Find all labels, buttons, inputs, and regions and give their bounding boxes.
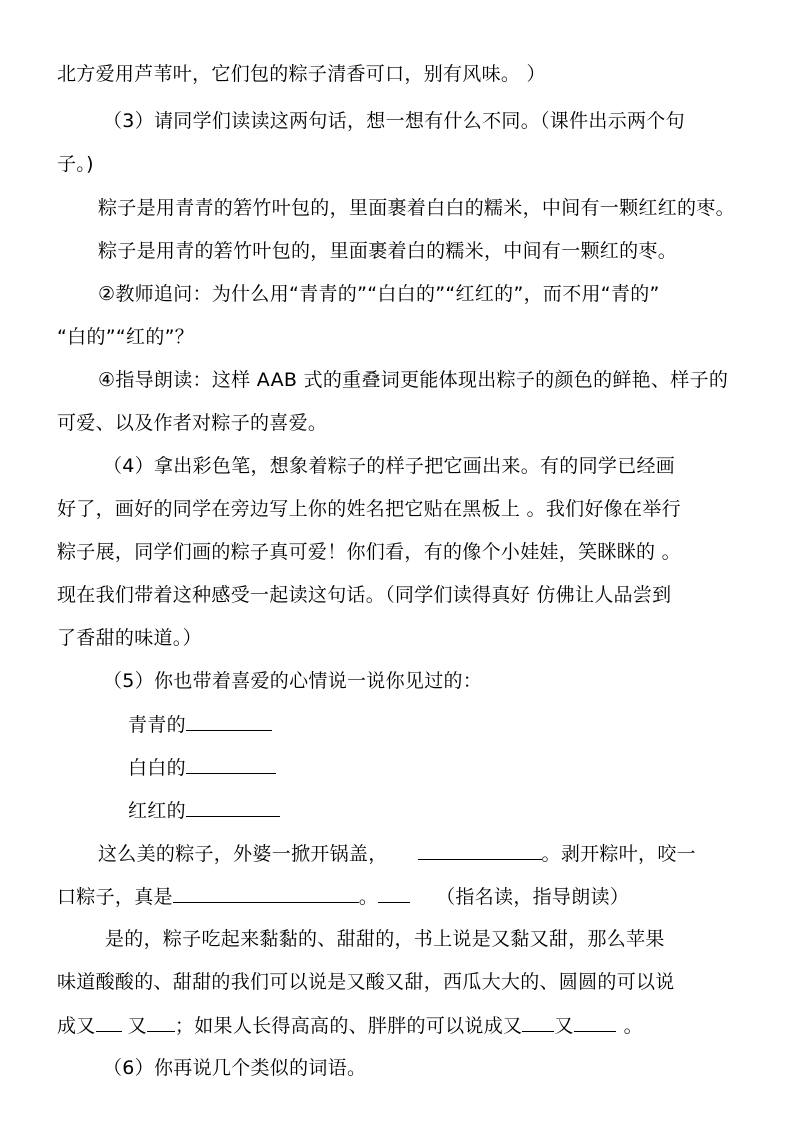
text-line: （5）你也带着喜爱的心情说一说你见过的： — [103, 670, 483, 692]
answer-blank[interactable] — [186, 755, 276, 774]
answer-blank[interactable] — [522, 1013, 554, 1032]
text-segment: ；如果人长得高高的、胖胖的可以说成又 — [174, 1015, 523, 1037]
text-line: （4）拿出彩色笔，想象着粽子的样子把它画出来。有的同学已经画 — [103, 455, 676, 477]
text-segment: 又 — [127, 1015, 147, 1037]
text-line: 粽子展，同学们画的粽子真可爱！你们看，有的像个小娃娃，笑眯眯的 。 — [57, 541, 681, 563]
text-segment: 。 — [358, 886, 379, 908]
answer-blank[interactable] — [96, 1013, 122, 1032]
text-line: ②教师追问：为什么用“青青的”“白白的”“红红的”，而不用“青的” — [98, 283, 660, 305]
text-line — [98, 841, 696, 866]
fill-blank-label: 红红的 — [128, 800, 186, 822]
text-segment: 口粽子，真是 — [57, 886, 173, 908]
text-line: （3）请同学们读读这两句话，想一想有什么不同。（课件出示两个句 — [103, 110, 685, 132]
text-segment: 。剥开粽叶，咬一 — [541, 843, 696, 865]
answer-blank[interactable] — [186, 798, 280, 817]
answer-blank[interactable] — [173, 884, 359, 903]
fill-blank-item — [128, 712, 272, 737]
text-line: 粽子是用青青的箬竹叶包的，里面裹着白白的糯米，中间有一颗红红的枣。 — [98, 197, 735, 219]
text-line: 北方爱用芦苇叶，它们包的粽子清香可口，别有风味。 ） — [57, 63, 546, 85]
text-line: （6）你再说几个类似的词语。 — [103, 1057, 367, 1079]
text-line: 味道酸酸的、甜甜的我们可以说是又酸又甜，西瓜大大的、圆圆的可以说 — [57, 971, 675, 993]
text-line: 粽子是用青的箬竹叶包的，里面裹着白的糯米，中间有一颗红的枣。 — [98, 240, 678, 262]
text-line: 是的，粽子吃起来黏黏的、甜甜的，书上说是又黏又甜，那么苹果 — [105, 928, 665, 950]
text-line: 可爱、以及作者对粽子的喜爱。 — [57, 412, 328, 434]
fill-blank-item — [128, 755, 276, 780]
text-segment: 。 — [623, 1015, 643, 1037]
text-line: “白的”“红的”？ — [57, 326, 195, 348]
text-line: 好了，画好的同学在旁边写上你的姓名把它贴在黑板上 。我们好像在举行 — [57, 498, 681, 520]
text-line: ④指导朗读：这样 AAB 式的重叠词更能体现出粽子的颜色的鲜艳、样子的 — [98, 369, 729, 391]
text-segment: 又 — [554, 1015, 574, 1037]
text-line — [57, 1013, 643, 1038]
text-segment: 这么美的粽子，外婆一掀开锅盖， — [98, 843, 388, 865]
text-line: 子。) — [57, 153, 94, 175]
answer-blank[interactable] — [186, 712, 272, 731]
text-segment: （指名读，指导朗读） — [436, 886, 630, 908]
text-segment: 成又 — [57, 1015, 96, 1037]
answer-blank[interactable] — [574, 1013, 616, 1032]
answer-blank[interactable] — [147, 1013, 175, 1032]
fill-blank-label: 白白的 — [128, 757, 186, 779]
answer-blank[interactable] — [418, 841, 542, 860]
fill-blank-item — [128, 798, 280, 823]
answer-blank[interactable] — [378, 884, 410, 903]
text-line: 了香甜的味道。） — [57, 627, 202, 649]
text-line — [57, 884, 629, 909]
fill-blank-label: 青青的 — [128, 714, 186, 736]
text-line: 现在我们带着这种感受一起读这句话。（同学们读得真好 仿佛让人品尝到 — [57, 584, 672, 606]
